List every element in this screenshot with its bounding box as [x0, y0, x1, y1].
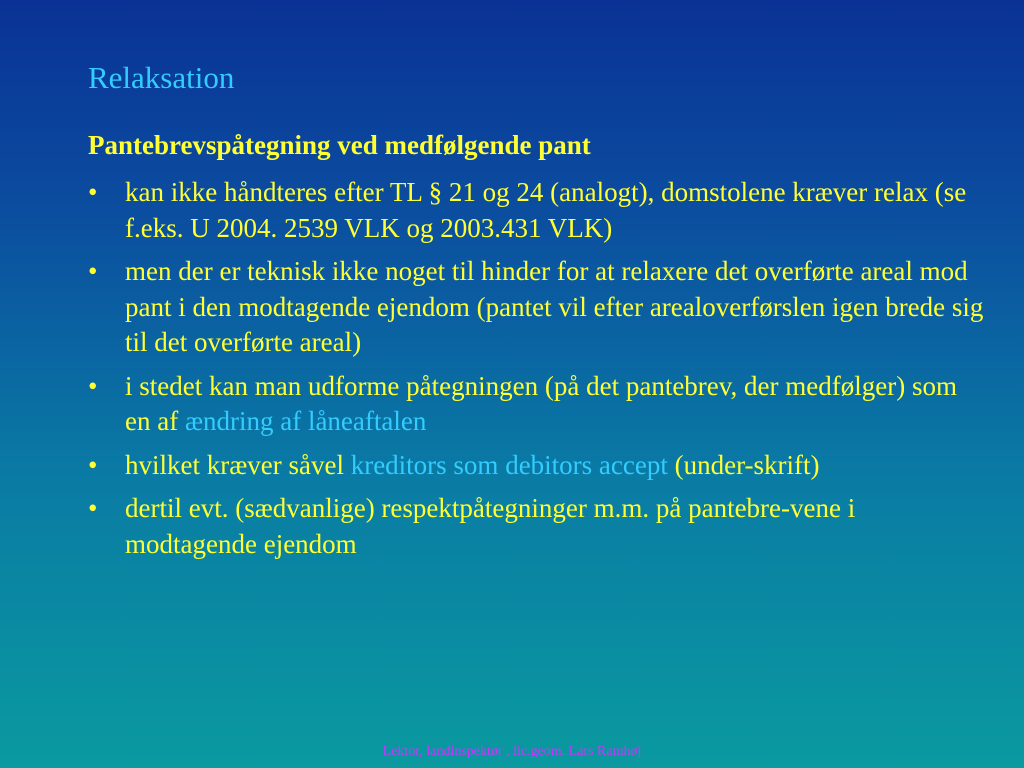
bullet-item-1 — [88, 175, 988, 246]
bullet-list — [88, 175, 988, 570]
bullet-icon: • — [88, 370, 98, 401]
bullet-text-after: (under-skrift) — [667, 449, 820, 480]
bullet-icon: • — [88, 493, 98, 523]
slide-title: Relaksation — [88, 60, 235, 95]
bullet-text: hvilket kræver såvel — [125, 449, 351, 480]
bullet-item-5 — [88, 491, 988, 562]
bullet-item-2 — [88, 254, 988, 361]
bullet-text: men der er teknisk ikke noget til hinder for at relaxere det overførte areal mod pant i den modtagende ejendom (pantet vil efter arealoverførslen igen brede sig til det overførte areal) — [125, 256, 984, 357]
slide-subheading: Pantebrevspåtegning ved medfølgende pant — [88, 130, 591, 160]
bullet-icon: • — [88, 449, 98, 480]
bullet-item-4 — [88, 448, 988, 484]
slide-footer: Lektor, landinspektør , lic.geom. Lars Ramhøj — [382, 744, 642, 759]
bullet-highlight: ændring af låneaftalen — [184, 406, 427, 436]
bullet-item-3 — [88, 369, 988, 440]
bullet-icon: • — [88, 177, 98, 207]
bullet-text: i stedet kan man udforme påtegningen (på det pantebrev, der medfølger) som en af — [125, 370, 957, 436]
bullet-text: kan ikke håndteres efter TL § 21 og 24 (analogt), domstolene kræver relax (se f.eks. U 2004. 2539 VLK og 2003.431 VLK) — [125, 177, 967, 243]
bullet-highlight: kreditors som debitors accept — [350, 449, 668, 480]
bullet-text: dertil evt. (sædvanlige) respektpåtegninger m.m. på pantebre-vene i modtagende ejendom — [125, 493, 856, 559]
bullet-icon: • — [88, 256, 98, 286]
